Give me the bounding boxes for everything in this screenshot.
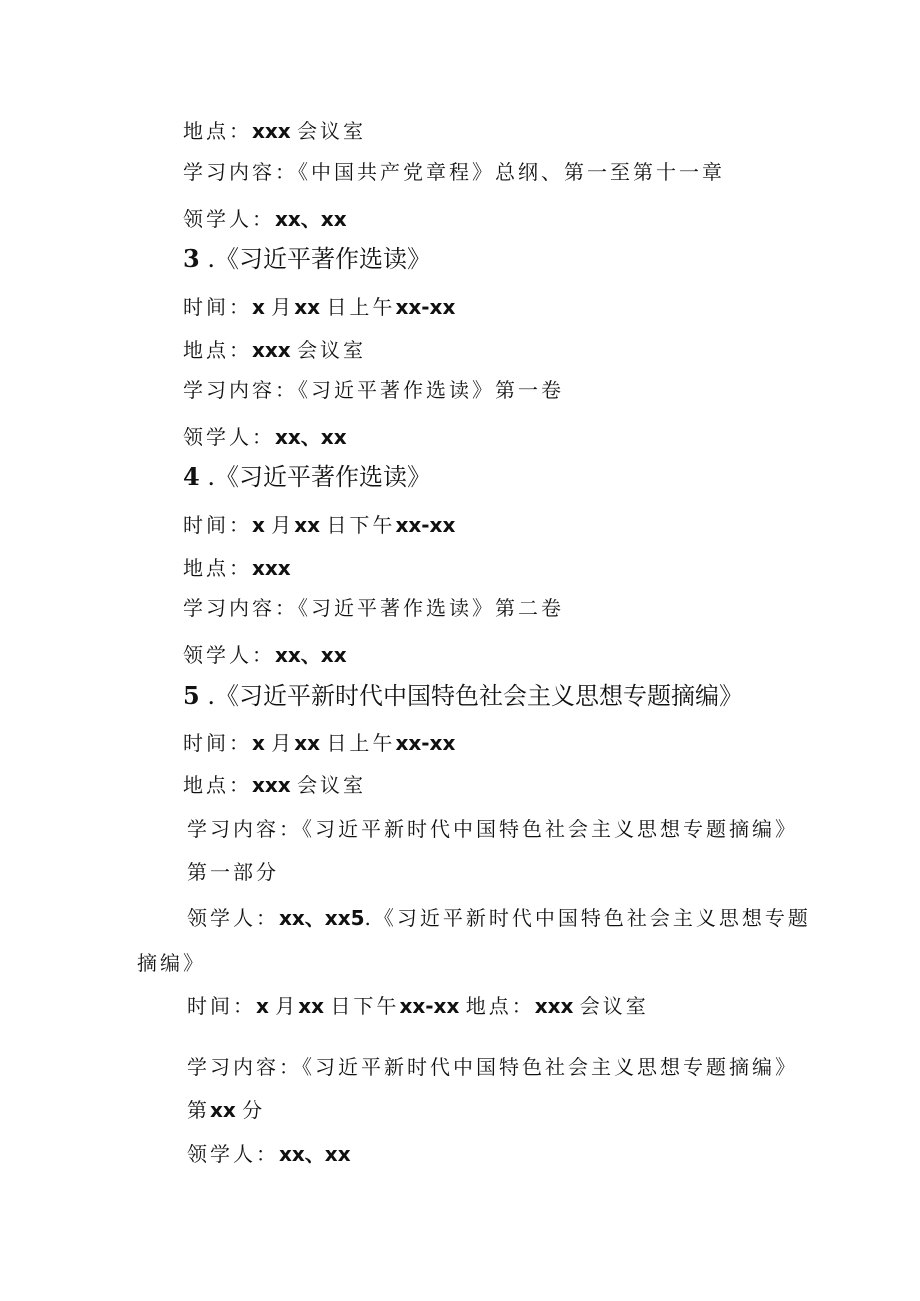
content-line: 学习内容：《习近平新时代中国特色社会主义思想专题摘编》 <box>187 1055 798 1079</box>
content-line: 学习内容：《中国共产党章程》总纲、第一至第十一章 <box>183 160 725 184</box>
location-line: 地点：xxx <box>183 556 291 580</box>
lead-line: 领学人：xx、xx <box>183 207 347 231</box>
lead-line: 领学人：xx、xx5.《习近平新时代中国特色社会主义思想专题 <box>187 906 811 930</box>
location-line: 地点：xxx 会议室 <box>183 773 367 797</box>
lead-line: 领学人：xx、xx <box>183 643 347 667</box>
lead-line: 领学人：xx、xx <box>187 1142 351 1166</box>
section-heading-5: 5 .《习近平新时代中国特色社会主义思想专题摘编》 <box>183 681 743 710</box>
content-line: 学习内容：《习近平著作选读》第一卷 <box>183 378 564 402</box>
time-line: 时间：x 月xx 日上午xx-xx <box>183 731 456 755</box>
content-continuation: 第xx 分 <box>187 1098 266 1122</box>
content-line: 学习内容：《习近平著作选读》第二卷 <box>183 596 564 620</box>
time-line: 时间：x 月xx 日下午xx-xx 地点：xxx 会议室 <box>187 994 649 1018</box>
location-line: 地点：xxx 会议室 <box>183 338 367 362</box>
lead-line: 领学人：xx、xx <box>183 425 347 449</box>
time-line: 时间：x 月xx 日下午xx-xx <box>183 513 456 537</box>
content-line: 学习内容：《习近平新时代中国特色社会主义思想专题摘编》 <box>187 817 798 841</box>
time-line: 时间：x 月xx 日上午xx-xx <box>183 295 456 319</box>
content-continuation: 第一部分 <box>187 860 279 884</box>
location-line: 地点：xxx 会议室 <box>183 119 367 143</box>
section-heading-3: 3 .《习近平著作选读》 <box>183 244 431 273</box>
content-continuation: 摘编》 <box>137 951 206 975</box>
section-heading-4: 4 .《习近平著作选读》 <box>183 462 431 491</box>
